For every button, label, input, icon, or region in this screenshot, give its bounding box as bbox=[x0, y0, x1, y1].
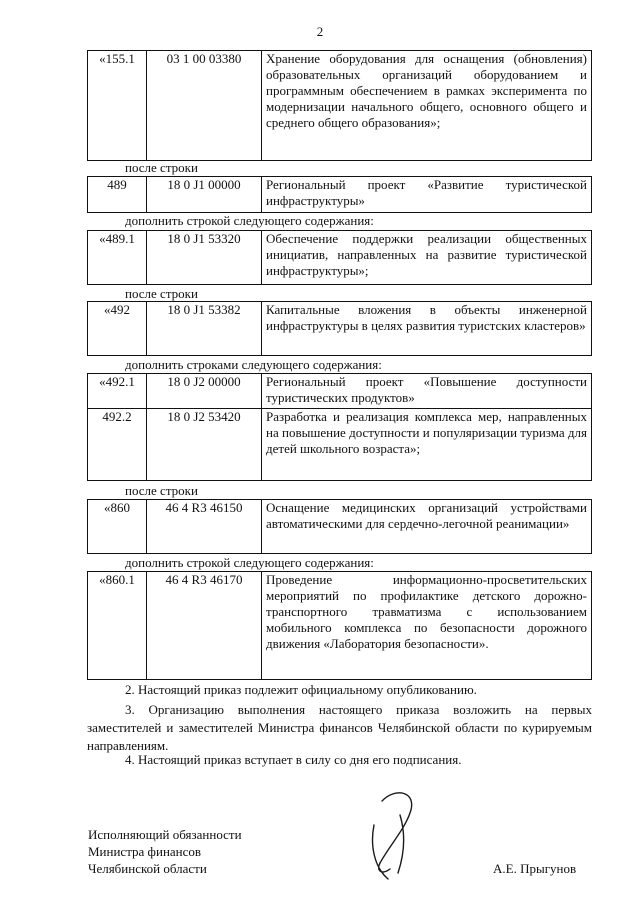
signatory-position bbox=[88, 826, 242, 877]
row-number: «155.1 bbox=[88, 51, 147, 161]
table-row bbox=[88, 374, 592, 409]
row-number: «492.1 bbox=[88, 374, 147, 409]
signatory-position-line: Исполняющий обязанности bbox=[88, 827, 242, 842]
row-code: 18 0 J1 00000 bbox=[147, 177, 262, 213]
table-row bbox=[88, 572, 592, 680]
row-description: Региональный проект «Повышение доступности туристических продуктов» bbox=[262, 374, 592, 409]
section-phrase: дополнить строками следующего содержания: bbox=[125, 357, 382, 372]
section-phrase: дополнить строкой следующего содержания: bbox=[125, 555, 374, 570]
paragraph-publication: 2. Настоящий приказ подлежит официальному опубликованию. bbox=[125, 682, 477, 697]
row-code: 03 1 00 03380 bbox=[147, 51, 262, 161]
section-phrase: после строки bbox=[125, 483, 198, 498]
paragraph-effective-date: 4. Настоящий приказ вступает в силу со дня его подписания. bbox=[125, 752, 462, 767]
section-phrase: после строки bbox=[125, 286, 198, 301]
row-number: «860.1 bbox=[88, 572, 147, 680]
table-row bbox=[88, 500, 592, 554]
row-number: 492.2 bbox=[88, 409, 147, 481]
table-row bbox=[88, 302, 592, 356]
row-code: 18 0 J2 53420 bbox=[147, 409, 262, 481]
section-phrase: дополнить строкой следующего содержания: bbox=[125, 213, 374, 228]
row-code: 46 4 R3 46170 bbox=[147, 572, 262, 680]
section-phrase: после строки bbox=[125, 160, 198, 175]
row-code: 18 0 J2 00000 bbox=[147, 374, 262, 409]
page-number: 2 bbox=[316, 24, 324, 39]
row-description: Разработка и реализация комплекса мер, направленных на повышение доступности и популяризации туризма для детей школьного возраста»; bbox=[262, 409, 592, 481]
row-description: Региональный проект «Развитие туристической инфраструктуры» bbox=[262, 177, 592, 213]
table-row bbox=[88, 177, 592, 213]
paragraph-execution: 3. Организацию выполнения настоящего приказа возложить на первых заместителей и заместителей Министра финансов Челябинской области по курируемым направлениям. bbox=[87, 702, 592, 753]
row-number: «860 bbox=[88, 500, 147, 554]
row-code: 18 0 J1 53382 bbox=[147, 302, 262, 356]
table-row bbox=[88, 409, 592, 481]
table-row-group bbox=[87, 499, 592, 554]
handwritten-signature bbox=[360, 785, 430, 885]
table-row-group bbox=[87, 301, 592, 356]
row-code: 46 4 R3 46150 bbox=[147, 500, 262, 554]
row-number: 489 bbox=[88, 177, 147, 213]
row-description: Капитальные вложения в объекты инженерной инфраструктуры в целях развития туристских кластеров» bbox=[262, 302, 592, 356]
table-row-group bbox=[87, 230, 592, 285]
signatory-name: А.Е. Прыгунов bbox=[493, 861, 577, 876]
row-description: Проведение информационно-просветительских мероприятий по профилактике детского дорожно-транспортного травматизма с использованием мобильного комплекса по безопасности дорожного движения «Лаборатория безопасности». bbox=[262, 572, 592, 680]
table-row bbox=[88, 51, 592, 161]
row-description: Обеспечение поддержки реализации общественных инициатив, направленных на развитие туристической инфраструктуры»; bbox=[262, 231, 592, 285]
table-row-group bbox=[87, 176, 592, 213]
row-number: «489.1 bbox=[88, 231, 147, 285]
table-row-group bbox=[87, 373, 592, 481]
row-number: «492 bbox=[88, 302, 147, 356]
table-row-group bbox=[87, 50, 592, 161]
row-code: 18 0 J1 53320 bbox=[147, 231, 262, 285]
table-row bbox=[88, 231, 592, 285]
signatory-position-line: Министра финансов bbox=[88, 844, 202, 859]
row-description: Оснащение медицинских организаций устройствами автоматическими для сердечно-легочной реанимации» bbox=[262, 500, 592, 554]
table-row-group bbox=[87, 571, 592, 680]
signatory-position-line: Челябинской области bbox=[88, 861, 207, 876]
row-description: Хранение оборудования для оснащения (обновления) образовательных организаций оборудованием и программным обеспечением в рамках эксперимента по модернизации начального общего, основного общего и среднего общего образования»; bbox=[262, 51, 592, 161]
